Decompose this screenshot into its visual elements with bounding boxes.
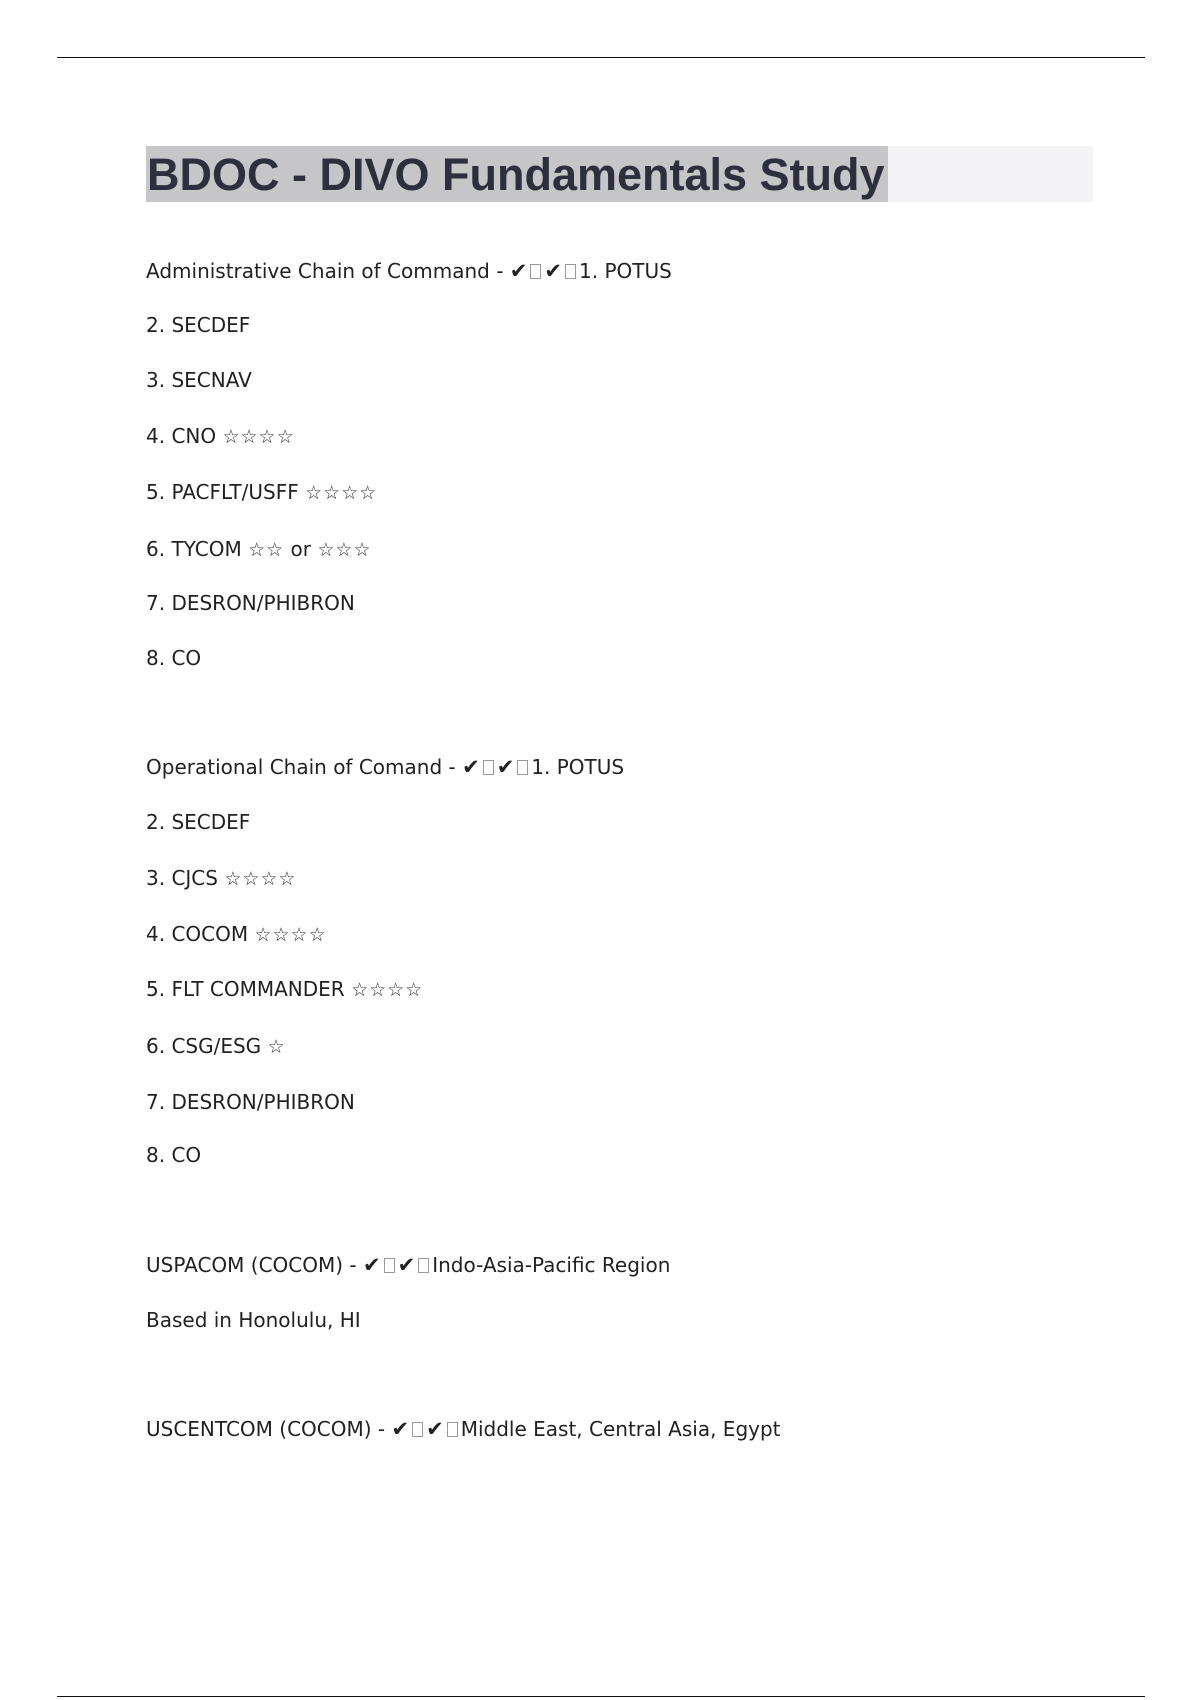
star-rank-icon: ☆ [267, 1036, 286, 1058]
box-icon [384, 1258, 395, 1273]
footer-rule [57, 1696, 1145, 1697]
list-item [146, 1141, 201, 1169]
box-icon [483, 760, 494, 775]
box-icon [412, 1422, 423, 1437]
list-item [146, 535, 371, 564]
list-item-text: 6. TYCOM [146, 537, 242, 561]
list-item-text: 8. CO [146, 1143, 202, 1167]
list-item [146, 366, 252, 394]
operational-chain-term [146, 753, 624, 781]
answer-text: 1. POTUS [531, 755, 625, 779]
box-icon [447, 1422, 458, 1437]
star-rank-icon: ☆☆☆☆ [222, 426, 295, 448]
check-icon: ✔ [426, 1417, 444, 1441]
box-icon [565, 264, 576, 279]
list-item-text: 6. CSG/ESG [146, 1034, 262, 1058]
term-label: Operational Chain of Comand - [146, 755, 456, 779]
admin-chain-term [146, 257, 672, 285]
list-item [146, 1088, 355, 1116]
box-icon [418, 1258, 429, 1273]
list-item-text: 3. SECNAV [146, 368, 252, 392]
star-rank-icon: ☆☆☆ [317, 539, 372, 561]
box-icon [530, 264, 541, 279]
check-icon: ✔ [362, 1253, 381, 1277]
check-icon: ✔ [391, 1417, 410, 1441]
check-icon: ✔ [496, 755, 515, 779]
list-item-text: 4. COCOM [146, 922, 249, 946]
list-item [146, 864, 296, 893]
star-rank-icon: ☆☆ [248, 539, 285, 561]
list-item-text: 3. CJCS [146, 866, 218, 890]
check-icon: ✔ [544, 259, 562, 283]
or-text: or [290, 537, 312, 561]
term-label: USCENTCOM (COCOM) - [146, 1417, 386, 1441]
list-item [146, 311, 250, 339]
list-item [146, 644, 201, 672]
list-item-text: 5. PACFLT/USFF [146, 480, 299, 504]
term-label: Administrative Chain of Command - [146, 259, 504, 283]
title-highlight [146, 146, 888, 202]
list-item-text: 2. SECDEF [146, 313, 251, 337]
list-item [146, 422, 295, 451]
star-rank-icon: ☆☆☆☆ [254, 924, 327, 946]
star-rank-icon: ☆☆☆☆ [224, 868, 297, 890]
check-icon: ✔ [397, 1253, 416, 1277]
star-rank-icon: ☆☆☆☆ [351, 979, 424, 1001]
answer-text: Indo-Asia-Pacific Region [432, 1253, 671, 1277]
list-item-text: 5. FLT COMMANDER [146, 977, 345, 1001]
list-item [146, 589, 355, 617]
list-item-text: 2. SECDEF [146, 810, 251, 834]
list-item [146, 975, 423, 1004]
check-icon: ✔ [509, 259, 528, 283]
check-icon: ✔ [462, 755, 480, 779]
box-icon [517, 760, 528, 775]
list-item [146, 478, 377, 507]
uspacom-term [146, 1251, 670, 1279]
list-item [146, 1032, 286, 1061]
answer-text: Middle East, Central Asia, Egypt [460, 1417, 781, 1441]
list-item-text: 7. DESRON/PHIBRON [146, 591, 355, 615]
star-rank-icon: ☆☆☆☆ [305, 482, 378, 504]
detail-text: Based in Honolulu, HI [146, 1308, 361, 1332]
list-item [146, 920, 327, 949]
detail-line [146, 1306, 361, 1334]
term-label: USPACOM (COCOM) - [146, 1253, 357, 1277]
document-title: BDOC - DIVO Fundamentals Study [147, 148, 885, 200]
uscentcom-term [146, 1415, 781, 1443]
header-rule [57, 57, 1145, 58]
list-item [146, 808, 250, 836]
list-item-text: 4. CNO [146, 424, 217, 448]
list-item-text: 8. CO [146, 646, 202, 670]
list-item-text: 7. DESRON/PHIBRON [146, 1090, 355, 1114]
answer-text: 1. POTUS [579, 259, 672, 283]
